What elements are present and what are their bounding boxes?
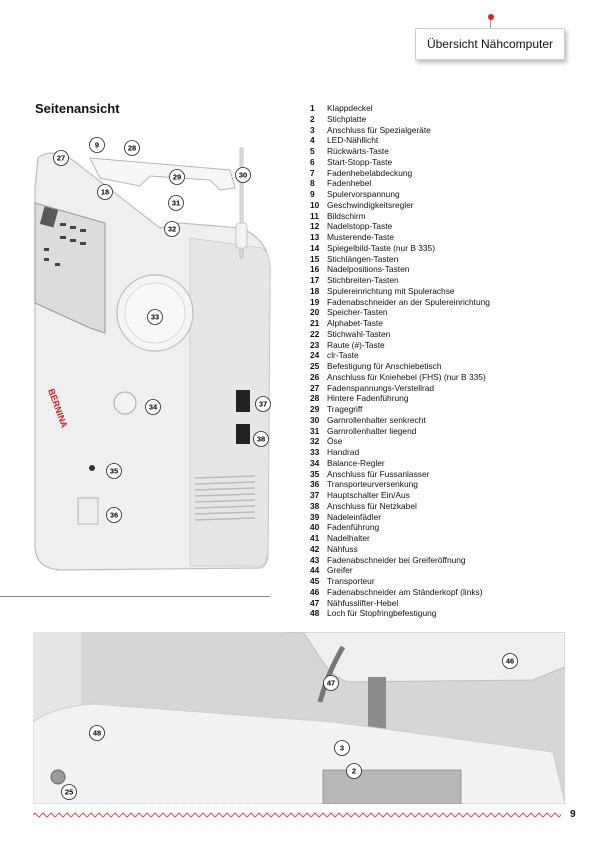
legend-number: 13 — [310, 232, 320, 242]
legend-number: 12 — [310, 221, 320, 232]
legend-number: 5 — [310, 146, 315, 156]
legend-item — [310, 189, 580, 200]
decorative-border — [33, 812, 561, 818]
legend-label: Stichwahl-Tasten — [327, 328, 391, 339]
legend-label: Fadenspannungs-Verstellrad — [327, 382, 435, 393]
legend-label: Stichlängen-Tasten — [327, 253, 399, 264]
legend-item — [310, 479, 580, 490]
legend-label: Nadeleinfädler — [327, 511, 382, 522]
callout-31 — [169, 196, 184, 211]
svg-text:31: 31 — [171, 198, 181, 208]
legend-label: Anschluss für Fussanlasser — [327, 468, 430, 479]
legend-number: 1 — [310, 103, 315, 113]
callout-47 — [324, 676, 339, 691]
legend-label: Transporteurversenkung — [327, 479, 418, 490]
legend-number: 3 — [310, 124, 315, 135]
callout-35 — [107, 464, 122, 479]
legend-label: clr-Taste — [327, 350, 359, 361]
svg-text:48: 48 — [92, 728, 102, 738]
legend-item — [310, 318, 580, 329]
callout-9 — [90, 138, 105, 153]
legend-label: Nähfuss — [327, 543, 358, 554]
legend-label: Spulereinrichtung mit Spulerachse — [327, 285, 455, 296]
legend-number: 14 — [310, 242, 320, 253]
svg-text:3: 3 — [339, 743, 345, 753]
legend-number: 17 — [310, 275, 320, 285]
svg-text:2: 2 — [351, 766, 357, 776]
divider-line — [0, 596, 270, 597]
legend-label: Anschluss für Spezialgeräte — [327, 124, 431, 135]
legend-label: Fadenabschneider bei Greiferöffnung — [327, 554, 466, 565]
legend-label: Garnrollenhalter senkrecht — [327, 414, 426, 425]
legend-label: Raute (#)-Taste — [327, 339, 385, 350]
legend-number: 45 — [310, 576, 320, 586]
legend-item — [310, 490, 580, 501]
legend-item — [310, 404, 580, 415]
legend-number: 31 — [310, 425, 320, 436]
legend-item — [310, 125, 580, 136]
legend-label: Musterende-Taste — [327, 232, 395, 242]
legend-label: Nadelpositions-Tasten — [327, 264, 410, 275]
legend-label: Fadenabschneider an der Spulereinrichtung — [327, 296, 490, 307]
legend-label: Befestigung für Anschiebetisch — [327, 361, 442, 371]
callout-32 — [165, 222, 180, 237]
legend-item — [310, 146, 580, 157]
legend-label: Loch für Stopfringbefestigung — [327, 608, 437, 619]
legend-label: Rückwärts-Taste — [327, 146, 389, 156]
legend-number: 46 — [310, 586, 320, 597]
legend-label: Spulervorspannung — [327, 189, 400, 199]
legend-label: Handrad — [327, 447, 360, 457]
legend-item — [310, 157, 580, 168]
legend-item — [310, 275, 580, 286]
legend-item — [310, 286, 580, 297]
legend-item — [310, 426, 580, 437]
legend-item — [310, 243, 580, 254]
legend-item — [310, 458, 580, 469]
legend-label: Fadenhebelabdeckung — [327, 167, 413, 178]
parts-legend — [310, 103, 580, 619]
svg-text:27: 27 — [56, 153, 66, 163]
callout-3 — [335, 741, 350, 756]
svg-text:35: 35 — [109, 466, 119, 476]
legend-number: 32 — [310, 436, 320, 447]
callout-37 — [256, 397, 271, 412]
legend-label: Fadenabschneider am Ständerkopf (links) — [327, 586, 483, 597]
legend-item — [310, 114, 580, 125]
legend-number: 8 — [310, 178, 315, 189]
legend-number: 44 — [310, 565, 320, 576]
legend-item — [310, 544, 580, 555]
legend-label: Greifer — [327, 565, 353, 576]
legend-number: 41 — [310, 533, 320, 543]
callout-18 — [98, 185, 113, 200]
callout-30 — [236, 168, 251, 183]
section-title: Seitenansicht — [35, 101, 120, 116]
legend-number: 34 — [310, 457, 320, 468]
callout-46 — [503, 654, 518, 669]
legend-label: LED-Nähllicht — [327, 135, 379, 146]
legend-number: 9 — [310, 189, 315, 199]
svg-text:34: 34 — [148, 402, 158, 412]
legend-number: 16 — [310, 264, 320, 275]
legend-label: Hintere Fadenführung — [327, 393, 409, 404]
legend-label: Nadelstopp-Taste — [327, 221, 393, 232]
legend-label: Nähfusslifter-Hebel — [327, 597, 399, 608]
legend-number: 7 — [310, 167, 315, 178]
legend-label: Garnrollenhalter liegend — [327, 425, 417, 436]
legend-item — [310, 447, 580, 458]
legend-item — [310, 533, 580, 544]
legend-label: Bildschirm — [327, 210, 366, 221]
svg-text:38: 38 — [256, 434, 266, 444]
legend-item — [310, 393, 580, 404]
legend-item — [310, 372, 580, 383]
callout-27 — [54, 151, 69, 166]
callout-28 — [125, 141, 140, 156]
legend-number: 37 — [310, 490, 320, 500]
legend-label: Hauptschalter Ein/Aus — [327, 490, 410, 500]
legend-number: 20 — [310, 307, 320, 318]
legend-label: Speicher-Tasten — [327, 307, 388, 318]
legend-number: 33 — [310, 447, 320, 457]
legend-item — [310, 232, 580, 243]
legend-number: 2 — [310, 113, 315, 124]
legend-label: Spiegelbild-Taste (nur B 335) — [327, 242, 436, 253]
legend-number: 38 — [310, 500, 320, 511]
sewing-machine-side-view-image — [30, 128, 280, 578]
legend-item — [310, 178, 580, 189]
legend-item — [310, 103, 580, 114]
svg-text:25: 25 — [64, 787, 74, 797]
legend-item — [310, 340, 580, 351]
legend-item — [310, 307, 580, 318]
svg-text:18: 18 — [100, 187, 110, 197]
page-number: 9 — [570, 809, 576, 820]
legend-label: Klappdeckel — [327, 103, 373, 113]
callout-38 — [254, 432, 269, 447]
legend-item — [310, 200, 580, 211]
legend-label: Transporteur — [327, 576, 375, 586]
svg-text:9: 9 — [94, 140, 100, 150]
svg-text:47: 47 — [326, 678, 336, 688]
legend-item — [310, 383, 580, 394]
legend-item — [310, 555, 580, 566]
svg-text:33: 33 — [150, 312, 160, 322]
legend-item — [310, 587, 580, 598]
legend-item — [310, 350, 580, 361]
legend-number: 43 — [310, 554, 320, 565]
legend-number: 18 — [310, 285, 320, 296]
legend-item — [310, 361, 580, 372]
presser-foot-closeup-image — [33, 632, 565, 804]
legend-item — [310, 135, 580, 146]
legend-item — [310, 211, 580, 222]
legend-number: 24 — [310, 350, 320, 361]
svg-text:37: 37 — [258, 399, 268, 409]
legend-number: 26 — [310, 371, 320, 382]
chapter-tab: Übersicht Nähcomputer — [415, 28, 565, 60]
legend-item — [310, 512, 580, 523]
legend-number: 42 — [310, 543, 320, 554]
svg-text:28: 28 — [127, 143, 137, 153]
callout-29 — [170, 170, 185, 185]
legend-label: Nadelhalter — [327, 533, 370, 543]
legend-label: Anschluss für Netzkabel — [327, 500, 417, 511]
legend-number: 27 — [310, 382, 320, 393]
legend-number: 36 — [310, 479, 320, 490]
legend-number: 25 — [310, 361, 320, 371]
callout-33 — [148, 310, 163, 325]
legend-label: Balance-Regler — [327, 457, 385, 468]
legend-label: Stichplatte — [327, 113, 367, 124]
legend-number: 30 — [310, 414, 320, 425]
legend-number: 29 — [310, 404, 320, 414]
legend-label: Geschwindigkeitsregler — [327, 199, 414, 210]
callout-36 — [107, 508, 122, 523]
legend-item — [310, 469, 580, 480]
legend-number: 22 — [310, 328, 320, 339]
legend-label: Anschluss für Kniehebel (FHS) (nur B 335) — [327, 371, 486, 382]
legend-number: 40 — [310, 522, 320, 533]
legend-number: 39 — [310, 511, 320, 522]
legend-number: 6 — [310, 156, 315, 167]
legend-item — [310, 297, 580, 308]
legend-item — [310, 168, 580, 179]
legend-item — [310, 522, 580, 533]
pin-icon — [488, 14, 494, 20]
svg-text:29: 29 — [172, 172, 182, 182]
legend-number: 19 — [310, 296, 320, 307]
legend-label: Stichbreiten-Tasten — [327, 275, 399, 285]
legend-item — [310, 436, 580, 447]
legend-number: 11 — [310, 210, 319, 221]
svg-text:36: 36 — [109, 510, 119, 520]
legend-label: Start-Stopp-Taste — [327, 156, 393, 167]
legend-number: 21 — [310, 318, 320, 328]
legend-number: 35 — [310, 468, 320, 479]
legend-label: Tragegriff — [327, 404, 363, 414]
legend-item — [310, 501, 580, 512]
legend-number: 10 — [310, 199, 320, 210]
legend-number: 48 — [310, 608, 320, 619]
legend-number: 47 — [310, 597, 320, 608]
legend-item — [310, 415, 580, 426]
legend-item — [310, 608, 580, 619]
legend-item — [310, 598, 580, 609]
legend-number: 15 — [310, 253, 320, 264]
legend-item — [310, 329, 580, 340]
callout-48 — [90, 726, 105, 741]
legend-item — [310, 565, 580, 576]
legend-label: Fadenführung — [327, 522, 380, 533]
svg-text:30: 30 — [238, 170, 248, 180]
legend-number: 28 — [310, 393, 320, 404]
callout-34 — [146, 400, 161, 415]
legend-item — [310, 576, 580, 587]
legend-item — [310, 254, 580, 265]
legend-item — [310, 264, 580, 275]
callout-25 — [62, 785, 77, 800]
svg-text:32: 32 — [167, 224, 177, 234]
legend-label: Öse — [327, 436, 343, 447]
legend-label: Alphabet-Taste — [327, 318, 383, 328]
legend-label: Fadenhebel — [327, 178, 372, 189]
legend-number: 23 — [310, 339, 320, 350]
legend-item — [310, 221, 580, 232]
callout-2 — [347, 764, 362, 779]
legend-number: 4 — [310, 135, 315, 146]
bernina-logo: BERNINA — [46, 387, 70, 430]
svg-text:46: 46 — [505, 656, 515, 666]
